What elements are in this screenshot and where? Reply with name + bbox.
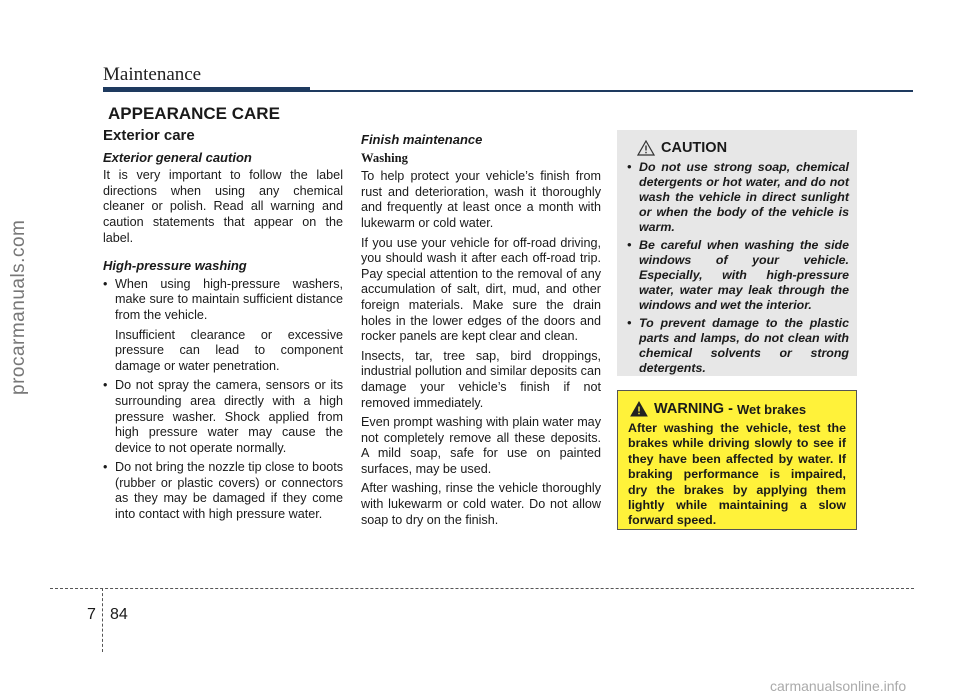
warning-triangle-icon (630, 401, 648, 417)
warning-subtitle: Wet brakes (736, 401, 807, 417)
middle-column (361, 128, 601, 532)
footer-divider (102, 588, 103, 652)
finish-maintenance-heading: Finish maintenance (361, 132, 483, 147)
list-item-text: When using high-pressure washers, make sure to maintain sufficient distance from the vehicle. (115, 276, 343, 322)
warning-title: WARNING - (654, 401, 733, 417)
warning-box (617, 390, 857, 530)
washing-paragraph-3: Insects, tar, tree sap, bird droppings, industrial pollution and similar deposits can damage your vehicle’s finish if not removed immediately. (361, 348, 601, 410)
caution-item-text: Do not use strong soap, chemical detergents or hot water, and do not wash the vehicle in direct sunlight or when the body of the vehicle is warm. (639, 160, 849, 234)
page-number: 84 (110, 606, 128, 623)
list-item-continuation (103, 328, 343, 375)
washing-paragraph-4: Even prompt washing with plain water may not completely remove all these deposits. A mild soap, safe for use on painted surfaces, may be used. (361, 415, 601, 476)
list-item-text: Do not bring the nozzle tip close to boots (rubber or plastic covers) or connectors as they may be damaged if they come into contact with high pressure water. (115, 460, 343, 522)
high-pressure-list (103, 277, 343, 523)
list-item (627, 316, 849, 376)
bullet: • (103, 460, 108, 475)
bullet: • (103, 276, 108, 291)
washing-paragraph-5: After washing, rinse the vehicle thoroughly with lukewarm or cold water. Do not allow soap to dry on the finish. (361, 481, 601, 527)
washing-paragraph-1: To help protect your vehicle’s finish from rust and deterioration, wash it thoroughly and frequently at least once a month with lukewarm or cold water. (361, 169, 601, 230)
caution-heading (617, 130, 857, 156)
caution-item-text: Be careful when washing the side windows of your vehicle. Especially, with high-pressure water, water may leak through the windows and wet the interior. (639, 238, 849, 312)
caution-list (617, 156, 857, 376)
list-item (627, 238, 849, 313)
high-pressure-heading: High-pressure washing (103, 258, 247, 274)
exterior-care-heading: Exterior care (103, 127, 195, 144)
bullet: • (627, 238, 632, 252)
washing-heading: Washing (361, 150, 408, 165)
warning-heading (618, 391, 856, 417)
list-item (103, 460, 343, 522)
header-rule-thin (310, 90, 913, 92)
list-item (103, 378, 343, 456)
caution-title: CAUTION (661, 140, 728, 156)
list-item (103, 277, 343, 324)
header-title: Maintenance (103, 64, 202, 85)
washing-paragraph-2: If you use your vehicle for off-road driving, you should wash it after each off-road trip. Pay special attention to the removal of any accumulation of salt, dirt, mud, and other foreign materials. Make sure the drain holes in the lower edges of the doors and rocker panels are kept clear and clean. (361, 235, 601, 344)
exterior-caution-heading: Exterior general caution (103, 149, 252, 165)
section-title: APPEARANCE CARE (108, 104, 280, 123)
exterior-caution-text: It is very important to follow the label directions when using any chemical cleaner or polish. Read all warning and caution statements that appear on the label. (103, 168, 343, 245)
side-watermark: procarmanuals.com (8, 219, 29, 395)
bullet: • (627, 160, 632, 174)
chapter-number: 7 (87, 606, 96, 623)
left-column (103, 128, 343, 527)
caution-item-text: To prevent damage to the plastic parts and lamps, do not clean with chemical solvents or strong detergents. (639, 316, 849, 375)
list-item-text: Insufficient clearance or excessive pressure can lead to component damage or water penetration. (115, 327, 343, 373)
bullet: • (627, 316, 632, 330)
list-item-text: Do not spray the camera, sensors or its surrounding area directly with a high pressure washer. Shock applied from high pressure water may cause the device to not operate normally. (115, 378, 343, 455)
list-item (627, 160, 849, 235)
warning-triangle-icon (637, 140, 655, 156)
bottom-watermark: carmanualsonline.info (770, 678, 907, 694)
footer-rule (50, 588, 914, 589)
bullet: • (103, 378, 108, 393)
caution-box (617, 130, 857, 376)
warning-body: After washing the vehicle, test the brakes while driving slowly to see if they have been affected by water. If braking performance is impaired, dry the brakes by applying them lightly while maintaining a slow forward speed. (628, 421, 846, 528)
header-rule-thick (103, 87, 310, 92)
